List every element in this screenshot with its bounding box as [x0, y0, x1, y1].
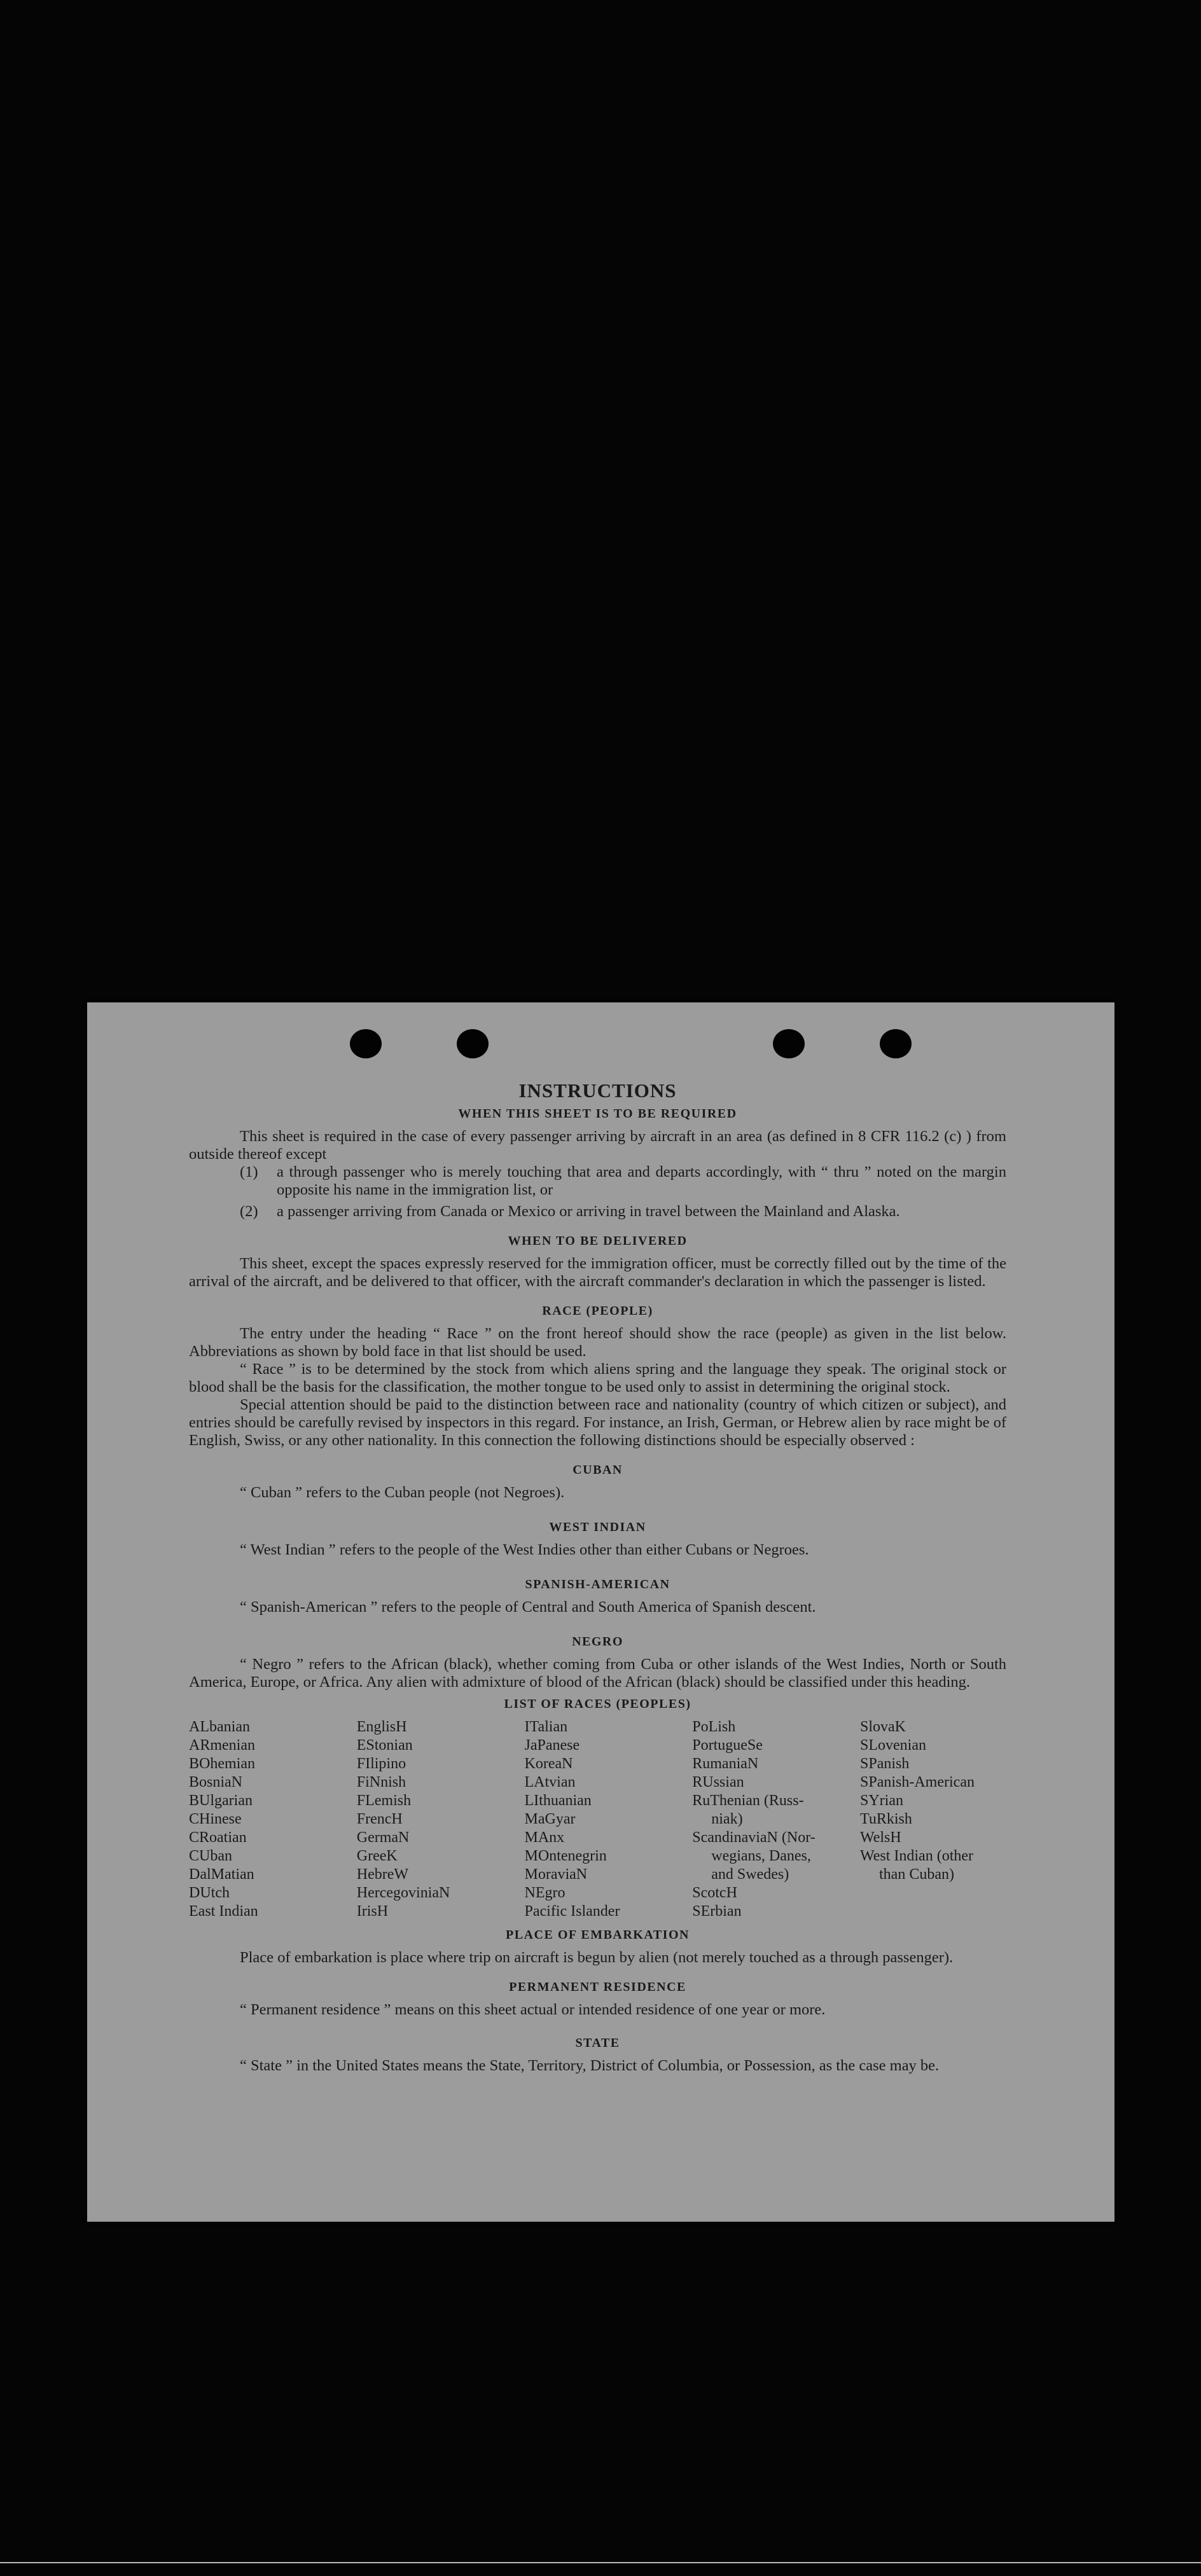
residence-text: “ Permanent residence ” means on this sheet actual or intended residence of one year or more. — [240, 2001, 826, 2018]
section-heading-spanish-american: SPANISH-AMERICAN — [525, 1577, 670, 1591]
race-item: SYrian — [860, 1792, 903, 1809]
race-item: GreeK — [356, 1848, 398, 1864]
race-item: SLovenian — [860, 1737, 926, 1754]
race-item: ScandinaviaN (Nor- — [692, 1829, 816, 1846]
race-item: West Indian (other — [860, 1848, 974, 1864]
race-item: East Indian — [189, 1903, 258, 1920]
section-heading-residence: PERMANENT RESIDENCE — [509, 1980, 686, 1994]
punch-hole — [350, 1029, 382, 1058]
cuban-text: “ Cuban ” refers to the Cuban people (not Negroes). — [240, 1484, 565, 1501]
race-item: ScotcH — [692, 1885, 737, 1901]
required-item-1 — [240, 1163, 1006, 1199]
race-paragraph-2: “ Race ” is to be determined by the stock from which aliens spring and the language they speak. The original stock or blood shall be the basis for the classification, the mother tongue to be used only to assist in determining the original stock. — [189, 1361, 1006, 1395]
race-item: TuRkish — [860, 1811, 912, 1827]
race-column-5 — [860, 1718, 1006, 1921]
race-item: SErbian — [692, 1903, 742, 1920]
race-item: CRoatian — [189, 1829, 247, 1846]
race-item: than Cuban) — [879, 1866, 954, 1883]
race-column-4 — [692, 1718, 854, 1921]
race-item: CHinese — [189, 1811, 242, 1827]
section-heading-delivered: WHEN TO BE DELIVERED — [508, 1234, 688, 1248]
race-item: ARmenian — [189, 1737, 255, 1754]
race-item: CUban — [189, 1848, 232, 1864]
race-column-2 — [357, 1718, 519, 1921]
instruction-sheet — [87, 1002, 1114, 2222]
race-item: DalMatian — [189, 1866, 254, 1883]
spanish-american-text: “ Spanish-American ” refers to the people of Central and South America of Spanish descent. — [240, 1598, 816, 1616]
west-indian-text: “ West Indian ” refers to the people of the West Indies other than either Cubans or Negroes. — [240, 1541, 809, 1558]
race-item: SPanish-American — [860, 1774, 975, 1790]
race-item: GermaN — [356, 1829, 410, 1846]
race-item: HebreW — [356, 1866, 409, 1883]
race-item: wegians, Danes, — [711, 1848, 811, 1864]
race-item: BosniaN — [189, 1774, 242, 1790]
race-item: LIthuanian — [524, 1792, 592, 1809]
required-item-2 — [240, 1203, 1006, 1221]
race-item: RUssian — [692, 1774, 744, 1790]
race-item: BUlgarian — [189, 1792, 253, 1809]
race-item: niak) — [711, 1811, 743, 1827]
race-item: SlovaK — [860, 1719, 906, 1735]
section-heading-west-indian: WEST INDIAN — [549, 1520, 646, 1534]
punch-hole — [880, 1029, 912, 1058]
section-heading-required: WHEN THIS SHEET IS TO BE REQUIRED — [458, 1107, 737, 1121]
section-heading-list: LIST OF RACES (PEOPLES) — [504, 1697, 691, 1711]
race-item: FrencH — [356, 1811, 403, 1827]
sheet-body — [189, 1079, 1006, 2075]
race-item: BOhemian — [189, 1755, 255, 1772]
page-title: INSTRUCTIONS — [518, 1079, 677, 1102]
race-paragraph-3: Special attention should be paid to the distinction between race and nationality (country of which citizen or subject), and entries should be carefully revised by inspectors in this regard. For instance, an Irish, German, or Hebrew alien by race might be of English, Swiss, or any other nationality. In this connection the following distinctions should be especially observed : — [189, 1396, 1006, 1449]
race-item: NEgro — [524, 1885, 566, 1901]
embarkation-text: Place of embarkation is place where trip on aircraft is begun by alien (not merely touched as a through passenger). — [240, 1949, 954, 1966]
race-item: SPanish — [860, 1755, 910, 1772]
race-item: and Swedes) — [711, 1866, 789, 1883]
delivered-text: This sheet, except the spaces expressly reserved for the immigration officer, must be correctly filled out by the time of the arrival of the aircraft, and be delivered to that officer, with the aircraft commander's declaration in which the passenger is listed. — [189, 1255, 1006, 1290]
negro-text: “ Negro ” refers to the African (black), whether coming from Cuba or other islands of the West Indies, North or South America, Europe, or Africa. Any alien with admixture of blood of the African (black) should be classified under this heading. — [189, 1656, 1006, 1691]
race-item: HercegoviniaN — [356, 1885, 450, 1901]
race-column-3 — [525, 1718, 687, 1921]
race-item: JaPanese — [524, 1737, 580, 1754]
race-list — [189, 1718, 1006, 1921]
scan-border-line — [0, 2562, 1201, 2563]
punch-hole — [457, 1029, 489, 1058]
race-item: PoLish — [692, 1719, 736, 1735]
race-item: IrisH — [356, 1903, 389, 1920]
section-heading-state: STATE — [575, 2036, 620, 2050]
section-heading-negro: NEGRO — [572, 1635, 623, 1649]
section-heading-embarkation: PLACE OF EMBARKATION — [506, 1928, 690, 1942]
race-item: RumaniaN — [692, 1755, 759, 1772]
race-item: MoraviaN — [524, 1866, 588, 1883]
race-column-1 — [189, 1718, 351, 1921]
section-heading-race: RACE (PEOPLE) — [542, 1304, 653, 1318]
race-item: Pacific Islander — [524, 1903, 620, 1920]
item-text: a through passenger who is merely touching that area and departs accordingly, with “ thru ” noted on the margin opposite his name in the immigration list, or — [277, 1163, 1006, 1198]
race-item: MOntenegrin — [524, 1848, 607, 1864]
race-item: FLemish — [356, 1792, 412, 1809]
item-number: (2) — [240, 1203, 258, 1220]
item-number: (1) — [240, 1163, 258, 1181]
state-text: “ State ” in the United States means the State, Territory, District of Columbia, or Possession, as the case may be. — [240, 2057, 940, 2074]
race-item: PortugueSe — [692, 1737, 763, 1754]
item-text: a passenger arriving from Canada or Mexico or arriving in travel between the Mainland and Alaska. — [277, 1203, 900, 1220]
punch-hole — [773, 1029, 805, 1058]
race-item: EnglisH — [356, 1719, 407, 1735]
section-heading-cuban: CUBAN — [573, 1463, 623, 1477]
race-item: ALbanian — [189, 1719, 250, 1735]
required-intro: This sheet is required in the case of every passenger arriving by aircraft in an area (as defined in 8 CFR 116.2 (c) ) from outside thereof except — [189, 1128, 1006, 1163]
race-item: FIlipino — [356, 1755, 406, 1772]
race-item: MaGyar — [524, 1811, 576, 1827]
race-item: RuThenian (Russ- — [692, 1792, 804, 1809]
race-item: DUtch — [189, 1885, 230, 1901]
race-item: WelsH — [860, 1829, 901, 1846]
race-paragraph-1: The entry under the heading “ Race ” on the front hereof should show the race (people) as given in the list below. Abbreviations as shown by bold face in that list should be used. — [189, 1325, 1006, 1360]
race-item: EStonian — [356, 1737, 413, 1754]
race-item: ITalian — [524, 1719, 568, 1735]
race-item: KoreaN — [524, 1755, 573, 1772]
race-item: MAnx — [524, 1829, 565, 1846]
race-item: LAtvian — [524, 1774, 576, 1790]
race-item: FiNnish — [356, 1774, 406, 1790]
